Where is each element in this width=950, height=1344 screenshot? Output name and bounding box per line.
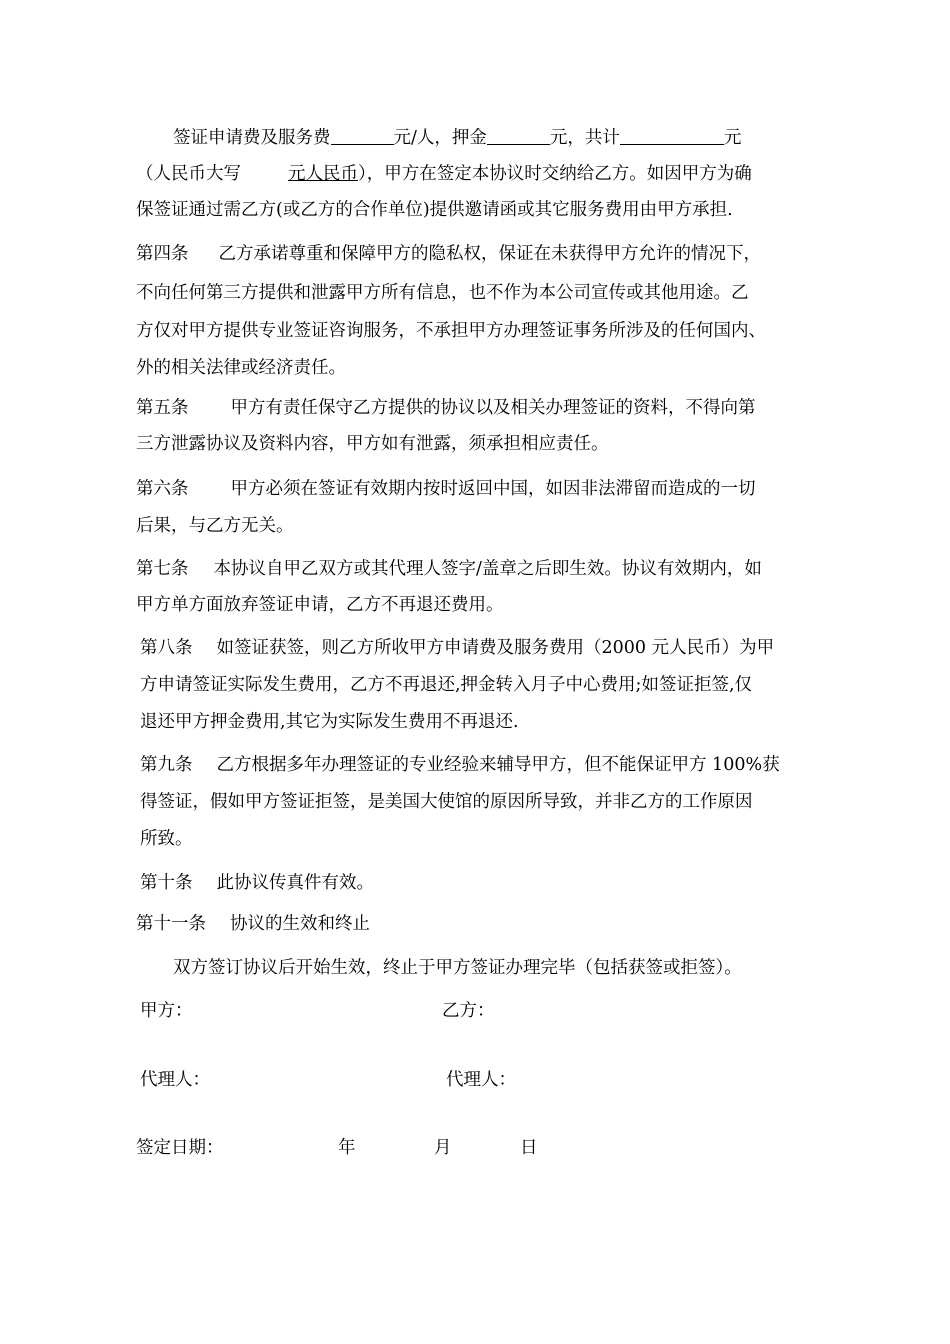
- article-7-line-2: 甲方单方面放弃签证申请，乙方不再退还费用。: [136, 595, 504, 615]
- sign-date-year: 年: [338, 1138, 356, 1158]
- article-9-line-2: 得签证，假如甲方签证拒签，是美国大使馆的原因所导致，并非乙方的工作原因: [140, 792, 753, 812]
- article-4-label: 第四条: [136, 244, 189, 264]
- article-8-text-1: 如签证获签，则乙方所收甲方申请费及服务费用（2000 元人民币）为甲: [216, 638, 775, 658]
- article-10-line: [140, 871, 374, 895]
- article-9-line-1: [140, 753, 780, 777]
- fee-text-b: 元/人，押金: [393, 128, 487, 148]
- article-4-line-4: 外的相关法律或经济责任。: [136, 358, 346, 378]
- article-8-label: 第八条: [140, 638, 193, 658]
- article-4-text-1: 乙方承诺尊重和保障甲方的隐私权，保证在未获得甲方允许的情况下，: [218, 244, 761, 264]
- article-10-label: 第十条: [140, 873, 193, 893]
- article-5-text-1: 甲方有责任保守乙方提供的协议以及相关办理签证的资料，不得向第: [230, 398, 756, 418]
- rmb-amount-text: 元人民币: [288, 164, 358, 184]
- article-8-line-1: [140, 636, 774, 660]
- article-4-line-3: 方仅对甲方提供专业签证咨询服务，不承担甲方办理签证事务所涉及的任何国内、: [136, 321, 766, 341]
- article-11-heading: 协议的生效和终止: [230, 914, 370, 934]
- party-a-label: 甲方：: [140, 1001, 193, 1021]
- article-5-label: 第五条: [136, 398, 189, 418]
- article-5-line-1: [136, 396, 756, 420]
- article-9-text-1: 乙方根据多年办理签证的专业经验来辅导甲方，但不能保证甲方 100%获: [216, 755, 780, 775]
- article-8-line-3: 退还甲方押金费用,其它为实际发生费用不再退还.: [140, 712, 519, 732]
- agent-b-label: 代理人：: [446, 1070, 516, 1090]
- fee-line-3: 保签证通过需乙方(或乙方的合作单位)提供邀请函或其它服务费用由甲方承担.: [136, 200, 733, 220]
- party-b-label: 乙方：: [442, 1001, 495, 1021]
- article-5-line-2: 三方泄露协议及资料内容，甲方如有泄露，须承担相应责任。: [136, 434, 609, 454]
- total-blank: [620, 126, 724, 145]
- fee-text-f: ），甲方在签定本协议时交纳给乙方。如因甲方为确: [358, 164, 752, 184]
- article-11-label: 第十一条: [136, 914, 206, 934]
- sign-date-label: 签定日期：: [136, 1138, 224, 1158]
- fee-text-c: 元，共计: [549, 128, 620, 148]
- article-11-line: [136, 912, 370, 936]
- article-6-line-2: 后果，与乙方无关。: [136, 516, 294, 536]
- rmb-amount-underlined: [241, 164, 358, 184]
- article-7-text-1: 本协议自甲乙双方或其代理人签字/盖章之后即生效。协议有效期内，如: [213, 559, 762, 579]
- fee-blank: [331, 126, 394, 145]
- fee-text-d: 元: [723, 128, 742, 148]
- article-4-line-2: 不向任何第三方提供和泄露甲方所有信息，也不作为本公司宣传或其他用途。乙: [136, 283, 749, 303]
- article-9-label: 第九条: [140, 755, 193, 775]
- deposit-blank: [487, 126, 550, 145]
- article-6-line-1: [136, 477, 756, 501]
- article-9-line-3: 所致。: [140, 829, 193, 849]
- sign-date-month: 月: [434, 1138, 452, 1158]
- article-7-label: 第七条: [136, 559, 189, 579]
- article-11-body: 双方签订协议后开始生效，终止于甲方签证办理完毕（包括获签或拒签）。: [173, 958, 742, 978]
- article-6-label: 第六条: [136, 479, 189, 499]
- article-4-line-1: [136, 242, 761, 266]
- sign-date-day: 日: [520, 1138, 538, 1158]
- article-7-line-1: [136, 557, 762, 581]
- agent-a-label: 代理人：: [140, 1070, 210, 1090]
- article-8-line-2: 方申请签证实际发生费用，乙方不再退还,押金转入月子中心费用;如签证拒签,仅: [140, 675, 753, 695]
- article-6-text-1: 甲方必须在签证有效期内按时返回中国，如因非法滞留而造成的一切: [230, 479, 756, 499]
- fee-line-2: [136, 162, 752, 186]
- fee-text-a: 签证申请费及服务费: [173, 128, 331, 148]
- fee-line: [173, 126, 741, 150]
- article-10-text: 此协议传真件有效。: [216, 873, 374, 893]
- fee-text-e: （人民币大写: [136, 164, 241, 184]
